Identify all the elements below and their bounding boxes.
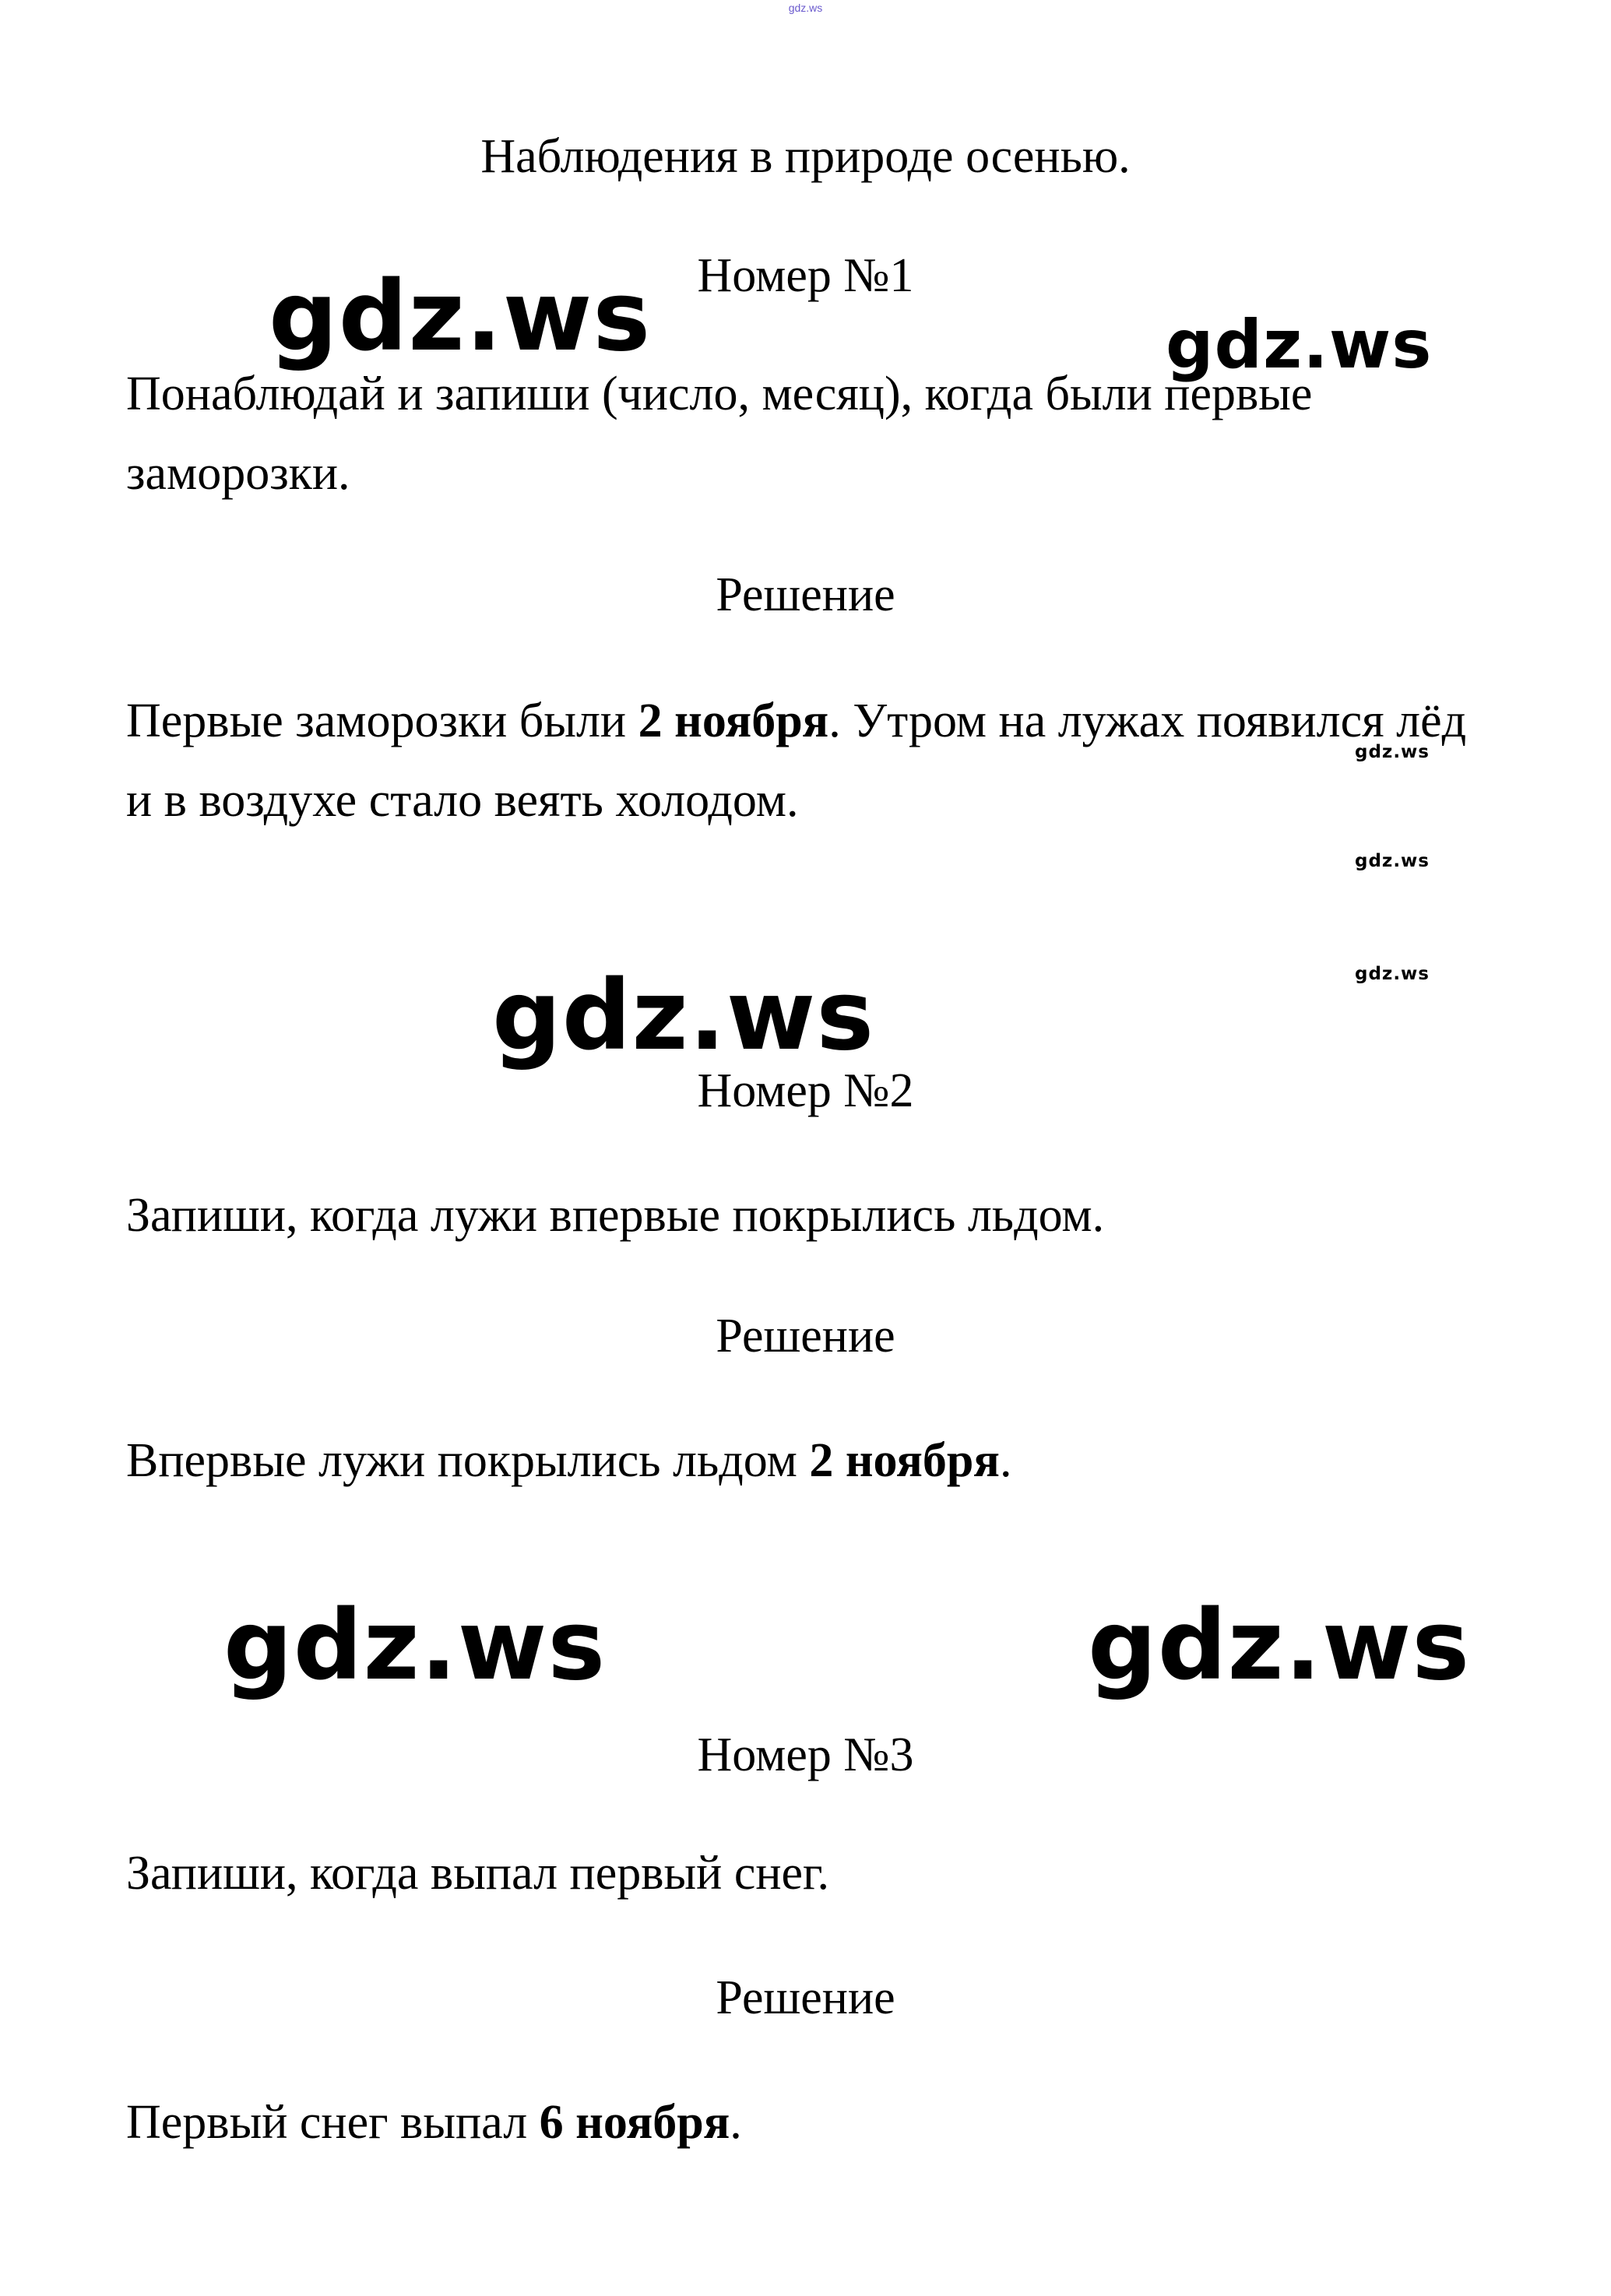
page-title: Наблюдения в природе осенью. bbox=[480, 130, 1131, 183]
watermark-logo: gdz.ws bbox=[223, 1590, 607, 1702]
watermark-logo: gdz.ws bbox=[492, 960, 875, 1072]
task-3-question: Запиши, когда выпал первый снег. bbox=[126, 1847, 829, 1900]
watermark-logo: gdz.ws bbox=[1088, 1590, 1471, 1702]
task-1-answer-rest: . Утром на лужах появился лёд и в воздухе стало веять холодом. bbox=[126, 694, 1467, 827]
watermark-logo: gdz.ws bbox=[1355, 964, 1430, 984]
task-3-solution-label: Решение bbox=[716, 1971, 895, 2024]
watermark-logo: gdz.ws bbox=[269, 261, 652, 373]
task-1-answer bbox=[126, 681, 1497, 840]
task-1-answer-date: 2 ноября bbox=[638, 694, 829, 747]
task-1-question: Понаблюдай и запиши (число, месяц), когда были первые заморозки. bbox=[126, 367, 1313, 500]
task-3-answer-date: 6 ноября bbox=[539, 2096, 730, 2149]
task-1-number: Номер №1 bbox=[697, 249, 914, 302]
watermark-logo: gdz.ws bbox=[1355, 851, 1430, 871]
task-3-answer bbox=[126, 2083, 1497, 2162]
watermark-logo: gdz.ws bbox=[1355, 742, 1430, 762]
task-2-solution-label: Решение bbox=[716, 1310, 895, 1362]
task-2-question: Запиши, когда лужи впервые покрылись льдом. bbox=[126, 1189, 1105, 1242]
top-watermark: gdz.ws bbox=[788, 2, 823, 14]
task-3-answer-text: Первый снег выпал bbox=[126, 2096, 540, 2149]
task-2-answer-text: Впервые лужи покрылись льдом bbox=[126, 1434, 810, 1487]
task-2-answer bbox=[126, 1421, 1497, 1500]
watermark-logo: gdz.ws bbox=[1166, 306, 1433, 384]
task-1-answer-text: Первые заморозки были bbox=[126, 694, 638, 747]
task-3-answer-rest: . bbox=[730, 2096, 742, 2149]
task-1-solution-label: Решение bbox=[716, 568, 895, 621]
task-2-answer-date: 2 ноября bbox=[809, 1434, 1000, 1487]
task-3-number: Номер №3 bbox=[697, 1728, 914, 1781]
task-2-number: Номер №2 bbox=[697, 1064, 914, 1117]
task-2-answer-rest: . bbox=[999, 1434, 1012, 1487]
